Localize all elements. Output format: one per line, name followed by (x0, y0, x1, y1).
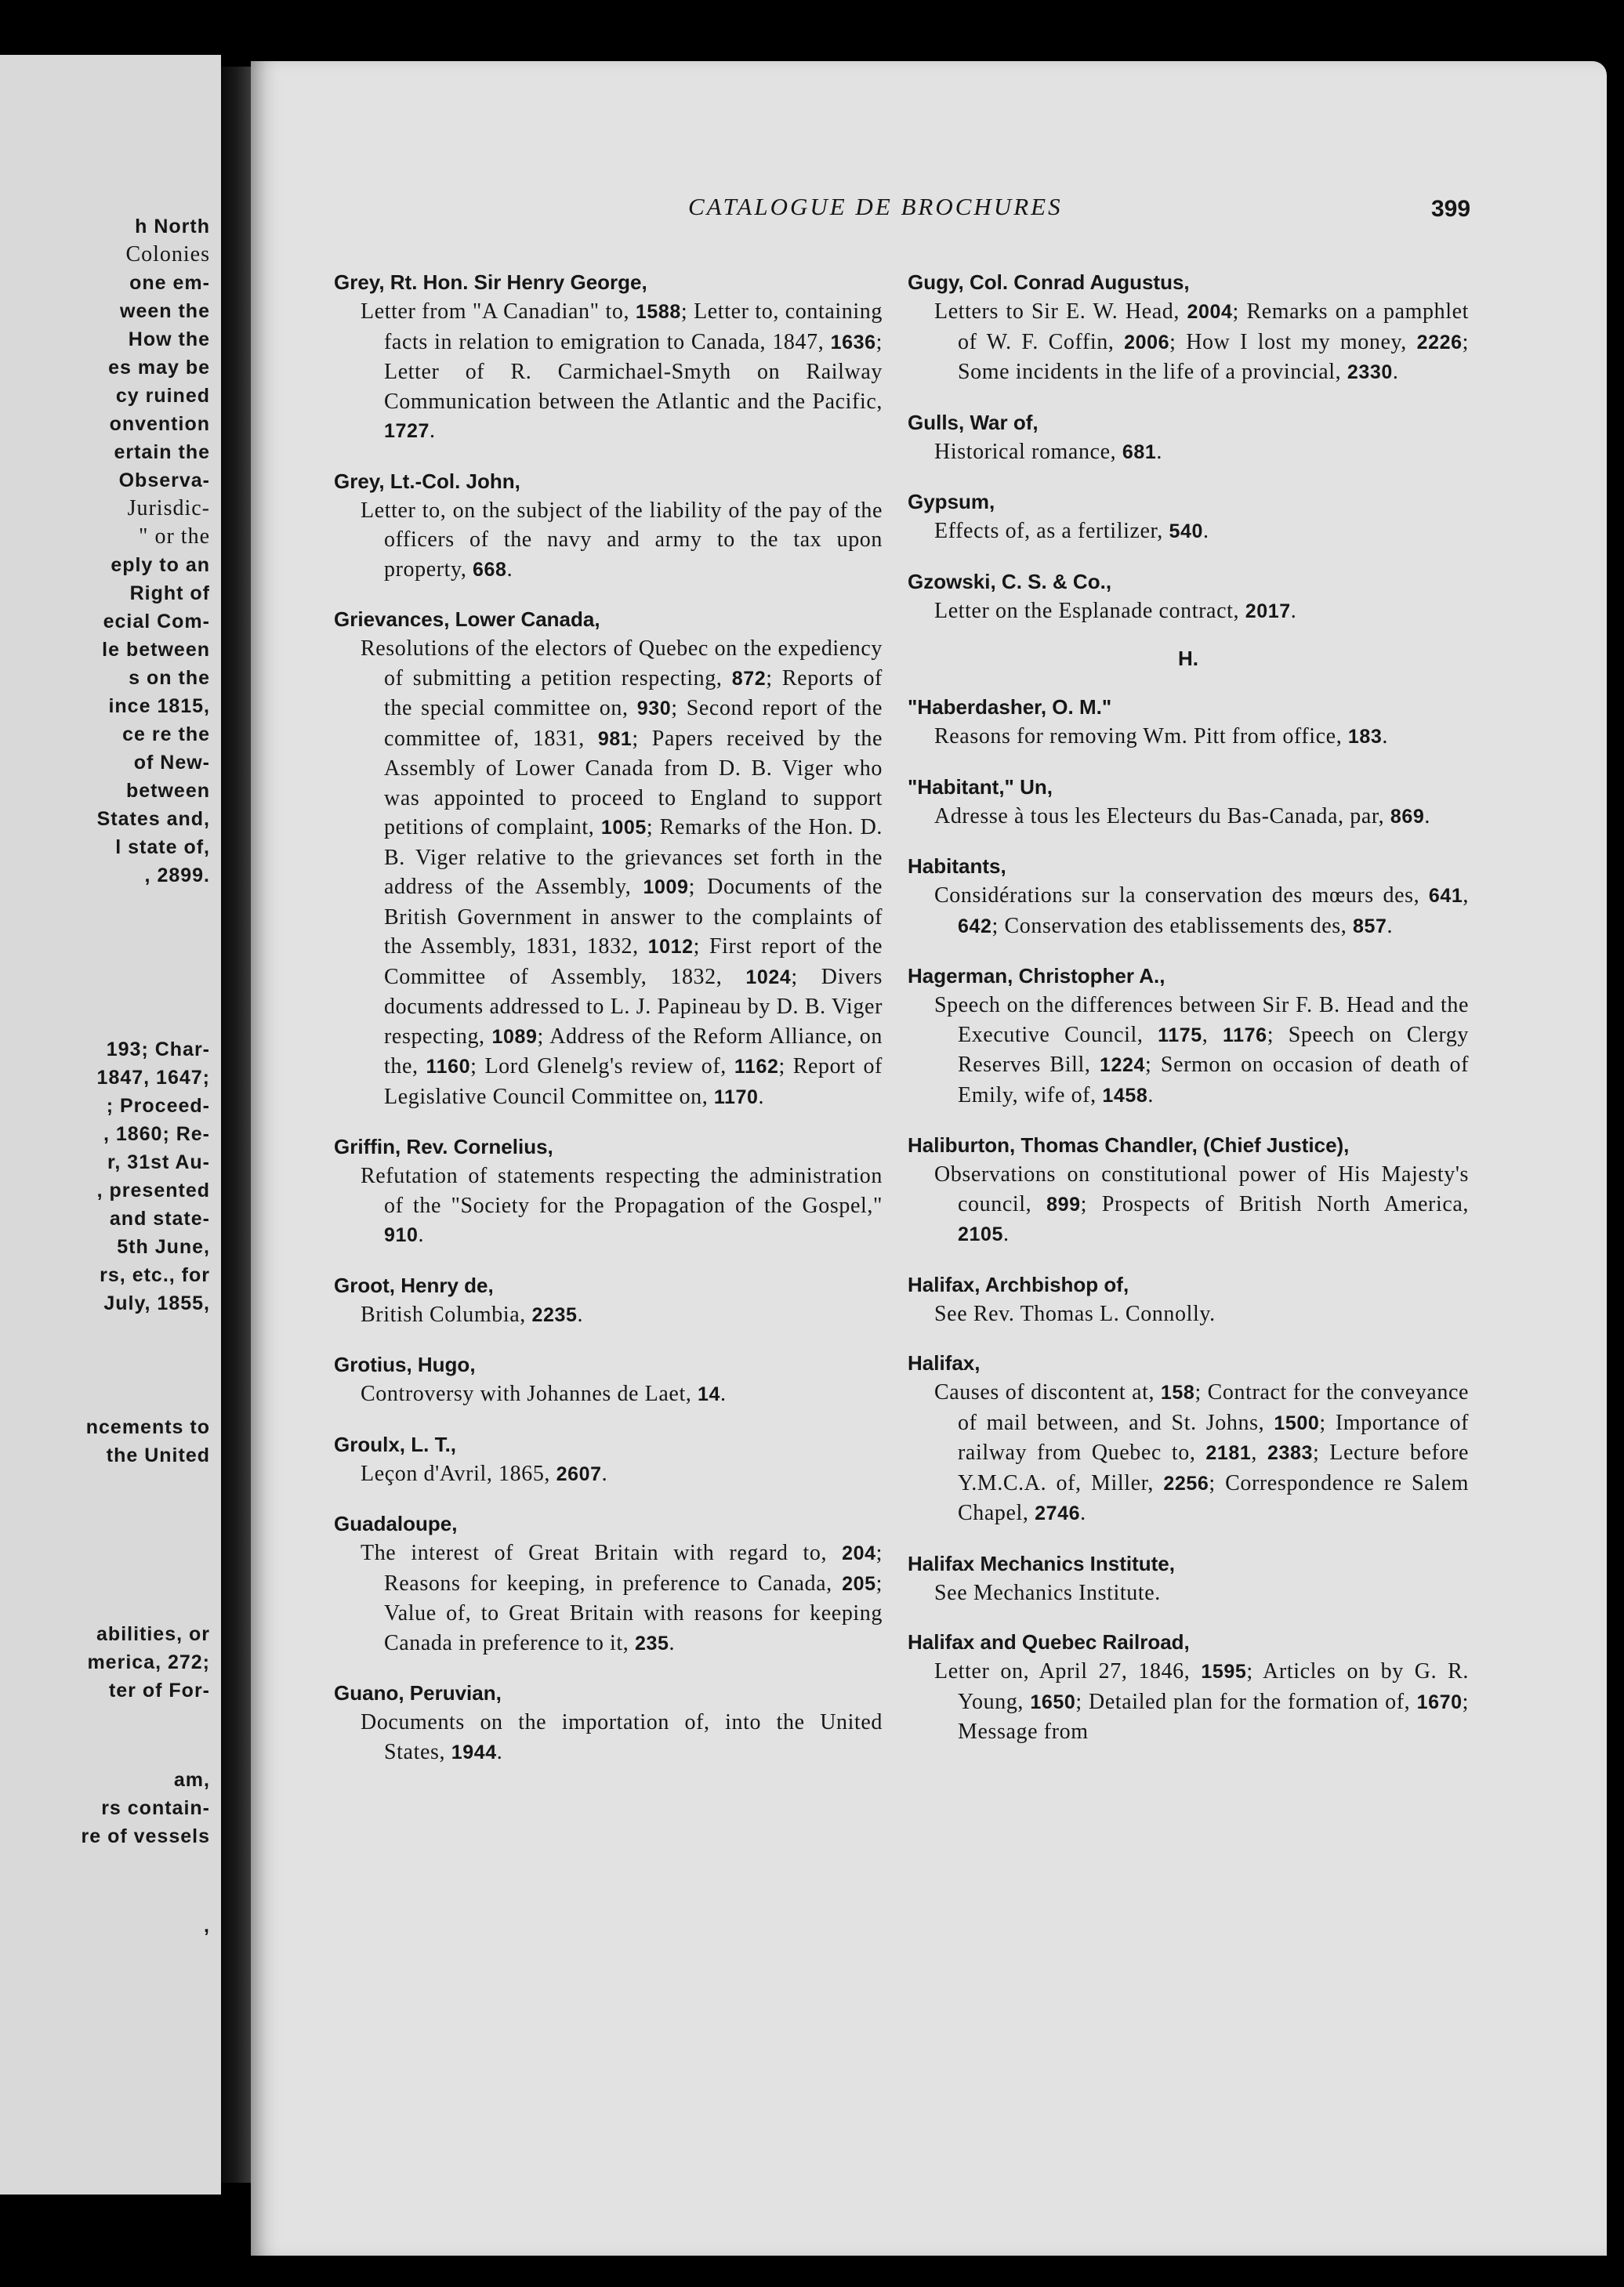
reference-number: 158 (1160, 1382, 1195, 1404)
entry-body: Historical romance, 681. (934, 439, 1162, 464)
facing-page-text: How the (128, 328, 210, 350)
facing-page-text: ncements to (85, 1416, 210, 1438)
reference-number: 205 (842, 1572, 876, 1595)
entry-heading: Griffin, Rev. Cornelius, (334, 1135, 553, 1158)
facing-page-text: r, 31st Au- (107, 1151, 210, 1173)
facing-page-text: re of vessels (81, 1825, 210, 1847)
entry-heading: Grievances, Lower Canada, (334, 607, 600, 631)
entry-heading: Groot, Henry de, (334, 1273, 494, 1297)
index-entry (334, 268, 883, 447)
reference-number: 668 (473, 558, 507, 581)
entry-heading: Guadaloupe, (334, 1512, 458, 1535)
index-entry (908, 268, 1469, 388)
reference-number: 930 (636, 698, 672, 719)
facing-page-text: Jurisdic- (127, 496, 210, 520)
entry-heading: Gzowski, C. S. & Co., (908, 569, 1112, 593)
entry-body: The interest of Great Britain with regard to, 204; Reasons for keeping, in preference to Canada, 205; Value of, to Great Britain with reasons for keeping Canada in preference to it, 235. (361, 1541, 883, 1655)
facing-page-text: rs, etc., for (100, 1264, 210, 1286)
reference-number: 540 (1169, 520, 1204, 542)
reference-number: 183 (1347, 726, 1383, 748)
reference-number: 1224 (1099, 1054, 1145, 1076)
index-entry (334, 1350, 883, 1410)
entry-body: Letters to Sir E. W. Head, 2004; Remarks on a pamphlet of W. F. Coffin, 2006; How I lost my money, 2226; Some incidents in the life of a provincial, 2330. (934, 299, 1469, 384)
facing-page-text: ter of For- (108, 1680, 210, 1702)
reference-number: 1636 (830, 331, 876, 353)
entry-body: Documents on the importation of, into the United States, 1944. (361, 1710, 883, 1764)
reference-number: 1160 (426, 1056, 471, 1078)
facing-page-text: ertain the (114, 441, 210, 463)
entry-body: Letter to, on the subject of the liability of the pay of the officers of the navy and army to the tax upon property, 668. (361, 498, 883, 582)
entry-heading: Groulx, L. T., (334, 1432, 457, 1456)
facing-page-text: h North (135, 216, 210, 237)
index-entry (334, 1271, 883, 1331)
reference-number: 899 (1046, 1193, 1081, 1216)
facing-page-text: ecial Com- (103, 611, 210, 632)
reference-number: 2383 (1267, 1442, 1313, 1464)
entry-body: See Mechanics Institute. (934, 1580, 1161, 1605)
index-entry (908, 408, 1469, 468)
facing-page-text: am, (173, 1769, 210, 1791)
facing-page-text: one em- (129, 272, 210, 294)
facing-page-text: ce re the (122, 723, 210, 745)
facing-page-text: merica, 272; (87, 1651, 210, 1673)
facing-page-text: ince 1815, (108, 695, 210, 717)
entry-heading: Gulls, War of, (908, 410, 1039, 434)
reference-number: 2006 (1124, 331, 1170, 353)
reference-number: 910 (384, 1224, 419, 1246)
entry-heading: Guano, Peruvian, (334, 1681, 502, 1705)
facing-page-text: eply to an (111, 554, 210, 576)
facing-page-text: 1847, 1647; (96, 1067, 210, 1089)
entry-body: Reasons for removing Wm. Pitt from office, 183. (934, 724, 1389, 748)
reference-number: 1176 (1223, 1024, 1267, 1046)
reference-number: 2004 (1187, 301, 1233, 323)
entry-body: Adresse à tous les Electeurs du Bas-Canada, par, 869. (934, 803, 1431, 828)
facing-page-text: ween the (120, 300, 210, 322)
facing-page-text: " or the (139, 524, 210, 549)
reference-number: 1588 (635, 301, 681, 323)
facing-page-text: abilities, or (96, 1623, 210, 1645)
reference-number: 1089 (491, 1025, 538, 1048)
index-entry (908, 852, 1469, 941)
entry-body: Controversy with Johannes de Laet, 14. (361, 1382, 727, 1406)
entry-body: Observations on constitutional power of His Majesty's council, 899; Prospects of British North America, 2105. (934, 1162, 1469, 1246)
facing-page-text: , 2899. (144, 864, 210, 886)
facing-page-text: l state of, (115, 836, 210, 858)
entry-body: Refutation of statements respecting the administration of the "Society for the Propagation of the Gospel," 910. (361, 1164, 883, 1247)
facing-page-text: Colonies (125, 242, 210, 266)
facing-page-text: of New- (133, 752, 210, 774)
facing-page-text: s on the (129, 667, 210, 689)
facing-page-text: between (125, 780, 210, 802)
reference-number: 1500 (1274, 1412, 1320, 1434)
facing-page-text: July, 1855, (103, 1292, 210, 1314)
facing-page-text: onvention (109, 413, 210, 435)
facing-page-text: ; Proceed- (106, 1095, 210, 1117)
facing-page-text: and state- (109, 1208, 210, 1230)
reference-number: 2181 (1205, 1442, 1252, 1464)
reference-number: 1024 (745, 966, 792, 988)
reference-number: 872 (731, 667, 767, 690)
reference-number: 1009 (643, 876, 689, 898)
index-entry (908, 1349, 1469, 1529)
index-entry (908, 487, 1469, 547)
index-entry (334, 1133, 883, 1251)
entry-body: Letter on the Esplanade contract, 2017. (934, 598, 1297, 623)
index-entry (908, 773, 1469, 832)
reference-number: 869 (1390, 805, 1425, 828)
index-entry (334, 467, 883, 585)
entry-heading: "Haberdasher, O. M." (908, 695, 1112, 719)
facing-page-text: es may be (108, 357, 210, 379)
reference-number: 1595 (1201, 1661, 1247, 1683)
facing-page-text: , (204, 1915, 210, 1937)
entry-heading: Grey, Lt.-Col. John, (334, 469, 520, 493)
index-entry (334, 1510, 883, 1658)
section-letter: H. (1178, 647, 1198, 670)
entry-body: Leçon d'Avril, 1865, 2607. (361, 1461, 608, 1486)
index-entry (908, 1131, 1469, 1250)
facing-page-text: States and, (96, 808, 210, 830)
reference-number: 1727 (384, 420, 430, 442)
running-head: CATALOGUE DE BROCHURES (688, 193, 1063, 220)
index-entry (908, 1628, 1469, 1747)
facing-page-text: le between (102, 639, 210, 661)
entry-body: Letter from "A Canadian" to, 1588; Letter to, containing facts in relation to emigration to Canada, 1847, 1636; Letter of R. Carmichael-Smyth on Railway Communication between the Atlantic and the Pacific, 1727. (361, 299, 883, 443)
reference-number: 2235 (531, 1303, 578, 1326)
reference-number: 2330 (1347, 361, 1393, 383)
facing-page-text: 193; Char- (106, 1038, 210, 1060)
entry-body: Effects of, as a fertilizer, 540. (934, 519, 1209, 543)
reference-number: 1458 (1102, 1084, 1148, 1107)
reference-number: 642 (958, 915, 992, 937)
index-entry (908, 962, 1469, 1111)
index-entry (908, 567, 1469, 627)
index-entry (334, 1430, 883, 1490)
index-column-left (334, 268, 883, 1788)
reference-number: 2017 (1245, 600, 1291, 622)
entry-body: British Columbia, 2235. (361, 1302, 584, 1327)
entry-heading: Halifax Mechanics Institute, (908, 1551, 1175, 1575)
index-entry (334, 1679, 883, 1767)
reference-number: 1162 (734, 1056, 779, 1078)
facing-page-fragment (0, 55, 221, 2195)
entry-body: Considérations sur la conservation des mœurs des, 641, 642; Conservation des etablissements des, 857. (934, 883, 1469, 938)
reference-number: 1012 (647, 936, 694, 958)
reference-number: 641 (1428, 885, 1463, 907)
facing-page-text: 5th June, (117, 1236, 210, 1258)
index-entry (908, 1549, 1469, 1608)
index-entry (908, 693, 1469, 752)
facing-page-text: , presented (96, 1180, 210, 1201)
entry-heading: Halifax and Quebec Railroad, (908, 1630, 1190, 1654)
entry-body: Causes of discontent at, 158; Contract for the conveyance of mail between, and St. Johns, 1500; Importance of railway from Quebec to, 2181, 2383; Lecture before Y.M.C.A. of, Miller, 2256; Correspondence re Salem Chapel, 2746. (934, 1380, 1470, 1525)
index-column-right (908, 268, 1469, 1767)
facing-page-text: the United (106, 1444, 210, 1466)
index-entry (334, 605, 883, 1112)
reference-number: 1005 (600, 817, 647, 839)
reference-number: 2105 (958, 1223, 1004, 1245)
entry-heading: Halifax, Archbishop of, (908, 1272, 1129, 1296)
reference-number: 857 (1352, 915, 1387, 937)
entry-body: Letter on, April 27, 1846, 1595; Articles on by G. R. Young, 1650; Detailed plan for the formation of, 1670; Message from (934, 1659, 1469, 1744)
entry-heading: Gypsum, (908, 490, 995, 513)
reference-number: 2746 (1035, 1502, 1081, 1524)
reference-number: 1670 (1416, 1691, 1463, 1713)
book-gutter (221, 67, 251, 2183)
entry-heading: Grotius, Hugo, (334, 1353, 476, 1376)
page-number: 399 (1431, 196, 1471, 222)
reference-number: 2226 (1416, 331, 1463, 353)
entry-body: Speech on the differences between Sir F. B. Head and the Executive Council, 1175, 1176; Speech on Clergy Reserves Bill, 1224; Sermon on occasion of death of Emily, wife of, 1458. (934, 993, 1470, 1107)
entry-body: See Rev. Thomas L. Connolly. (934, 1301, 1216, 1326)
index-entry (908, 1270, 1469, 1329)
facing-page-text: Right of (129, 582, 210, 604)
reference-number: 1175 (1158, 1024, 1202, 1046)
entry-heading: "Habitant," Un, (908, 774, 1053, 799)
facing-page-text: , 1860; Re- (103, 1123, 210, 1145)
reference-number: 1650 (1030, 1691, 1076, 1713)
reference-number: 1944 (451, 1741, 497, 1763)
entry-body: Resolutions of the electors of Quebec on the expediency of submitting a petition respecting, 872; Reports of the special committee on, 930; Second report of the committee of, 1831, 981; Papers received by the Assembly of Lower Canada from D. B. Viger who was appointed to proceed to England to support petitions of complaint, 1005; Remarks of the Hon. D. B. Viger relative to the grievances set forth in the address of the Assembly, 1009; Documents of the British Government in answer to the complaints of the Assembly, 1831, 1832, 1012; First report of the Committee of Assembly, 1832, 1024; Divers documents addressed to L. J. Papineau by D. B. Viger respecting, 1089; Address of the Reform Alliance, on the, 1160; Lord Glenelg's review of, 1162; Report of Legislative Council Committee on, 1170. (361, 636, 883, 1109)
reference-number: 681 (1122, 440, 1157, 463)
reference-number: 981 (597, 727, 633, 750)
entry-heading: Haliburton, Thomas Chandler, (Chief Justice), (908, 1133, 1350, 1157)
reference-number: 14 (698, 1383, 721, 1405)
entry-heading: Hagerman, Christopher A., (908, 964, 1165, 988)
reference-number: 204 (842, 1542, 876, 1564)
reference-number: 2607 (556, 1462, 602, 1485)
facing-page-text: rs contain- (101, 1797, 210, 1819)
entry-heading: Gugy, Col. Conrad Augustus, (908, 270, 1190, 294)
reference-number: 1170 (713, 1086, 759, 1108)
facing-page-text: cy ruined (115, 385, 210, 407)
entry-heading: Grey, Rt. Hon. Sir Henry George, (334, 270, 647, 294)
entry-heading: Halifax, (908, 1351, 981, 1375)
facing-page-text: Observa- (118, 469, 210, 491)
reference-number: 235 (635, 1632, 669, 1655)
reference-number: 2256 (1163, 1472, 1209, 1495)
entry-heading: Habitants, (908, 854, 1006, 878)
